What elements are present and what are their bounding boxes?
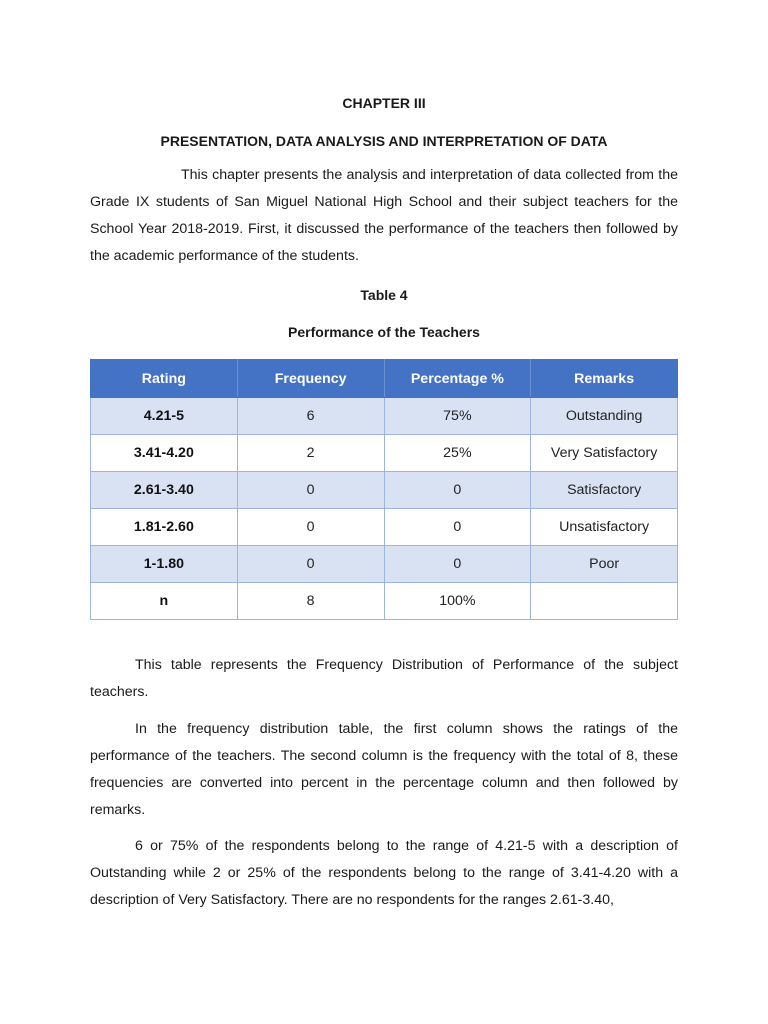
- intro-paragraph: This chapter presents the analysis and interpretation of data collected from the Grade IX students of San Miguel National High School and their subject teachers for the School Year 2018-2019. First, it discussed the performance of the teachers then followed by the academic performance of the students.: [90, 167, 678, 264]
- body-paragraph-1: This table represents the Frequency Distribution of Performance of the subject teachers.: [90, 657, 678, 700]
- cell-percentage: 0: [384, 546, 531, 583]
- header-rating: Rating: [91, 360, 238, 398]
- cell-rating: 2.61-3.40: [91, 472, 238, 509]
- table-row: [91, 509, 678, 546]
- table-row-total: [91, 583, 678, 620]
- cell-frequency: 0: [237, 472, 384, 509]
- cell-percentage: 100%: [384, 583, 531, 620]
- cell-percentage: 0: [384, 472, 531, 509]
- cell-rating: 1.81-2.60: [91, 509, 238, 546]
- cell-remarks: [531, 583, 678, 620]
- table-row: [91, 398, 678, 435]
- cell-frequency: 6: [237, 398, 384, 435]
- cell-remarks: Very Satisfactory: [531, 435, 678, 472]
- table-row: [91, 472, 678, 509]
- cell-rating: 3.41-4.20: [91, 435, 238, 472]
- cell-frequency: 0: [237, 509, 384, 546]
- cell-frequency: 8: [237, 583, 384, 620]
- table-row: [91, 546, 678, 583]
- table-title: Performance of the Teachers: [288, 324, 480, 340]
- header-percentage: Percentage %: [384, 360, 531, 398]
- cell-frequency: 0: [237, 546, 384, 583]
- cell-remarks: Outstanding: [531, 398, 678, 435]
- cell-percentage: 0: [384, 509, 531, 546]
- cell-percentage: 75%: [384, 398, 531, 435]
- table-header-row: [91, 360, 678, 398]
- performance-table: [90, 359, 678, 620]
- cell-remarks: Poor: [531, 546, 678, 583]
- header-frequency: Frequency: [237, 360, 384, 398]
- table-row: [91, 435, 678, 472]
- cell-rating: 1-1.80: [91, 546, 238, 583]
- chapter-title: CHAPTER III: [342, 95, 426, 111]
- cell-percentage: 25%: [384, 435, 531, 472]
- body-paragraph-2: In the frequency distribution table, the first column shows the ratings of the performance of the teachers. The second column is the frequency with the total of 8, these frequencies are converted into percent in the percentage column and then followed by remarks.: [90, 721, 678, 818]
- section-heading: PRESENTATION, DATA ANALYSIS AND INTERPRETATION OF DATA: [160, 133, 608, 149]
- cell-frequency: 2: [237, 435, 384, 472]
- cell-remarks: Unsatisfactory: [531, 509, 678, 546]
- header-remarks: Remarks: [531, 360, 678, 398]
- body-paragraph-3: 6 or 75% of the respondents belong to the range of 4.21-5 with a description of Outstanding while 2 or 25% of the respondents belong to the range of 3.41-4.20 with a description of Very Satisfactory. There are no respondents for the ranges 2.61-3.40,: [90, 838, 678, 908]
- cell-rating: n: [91, 583, 238, 620]
- cell-rating: 4.21-5: [91, 398, 238, 435]
- cell-remarks: Satisfactory: [531, 472, 678, 509]
- table-number: Table 4: [360, 287, 408, 303]
